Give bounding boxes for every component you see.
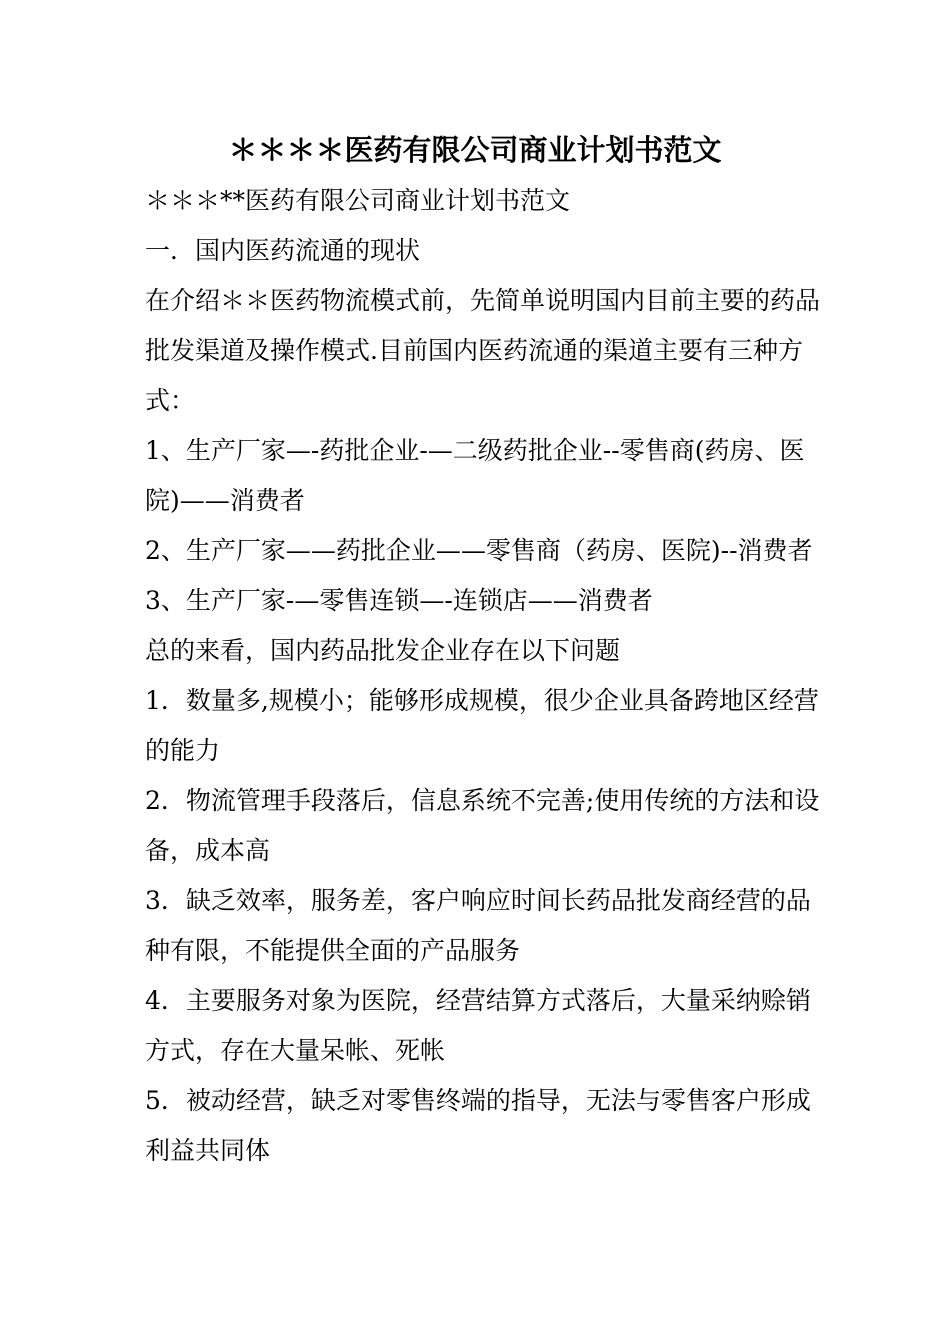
paragraph-problems-intro: 总的来看，国内药品批发企业存在以下问题 [145, 636, 621, 665]
paragraph-subtitle: ＊＊＊**医药有限公司商业计划书范文 [145, 186, 571, 215]
paragraph-problem-4: 4．主要服务对象为医院，经营结算方式落后，大量采纳赊销方式，存在大量呆帐、死帐 [145, 986, 811, 1065]
paragraph-problem-1: 1．数量多,规模小；能够形成规模，很少企业具备跨地区经营的能力 [145, 686, 819, 765]
paragraph-channel-3: 3、生产厂家-—零售连锁—-连锁店——消费者 [145, 586, 653, 615]
paragraph-problem-3: 3．缺乏效率，服务差，客户响应时间长药品批发商经营的品种有限，不能提供全面的产品服务 [145, 886, 811, 965]
document-body [145, 176, 825, 1176]
paragraph-intro: 在介绍＊＊医药物流模式前，先简单说明国内目前主要的药品批发渠道及操作模式.目前国内医药流通的渠道主要有三种方式： [145, 286, 821, 415]
paragraph-problem-2: 2．物流管理手段落后，信息系统不完善;使用传统的方法和设备，成本高 [145, 786, 820, 865]
paragraph-channel-2: 2、生产厂家——药批企业——零售商（药房、医院)--消费者 [145, 536, 813, 565]
paragraph-section-heading: 一．国内医药流通的现状 [145, 236, 421, 265]
document-title: ＊＊＊＊医药有限公司商业计划书范文 [228, 133, 722, 167]
paragraph-problem-5: 5．被动经营，缺乏对零售终端的指导，无法与零售客户形成利益共同体 [145, 1086, 811, 1165]
paragraph-channel-1: 1、生产厂家—-药批企业-—二级药批企业--零售商(药房、医院)——消费者 [145, 436, 805, 515]
